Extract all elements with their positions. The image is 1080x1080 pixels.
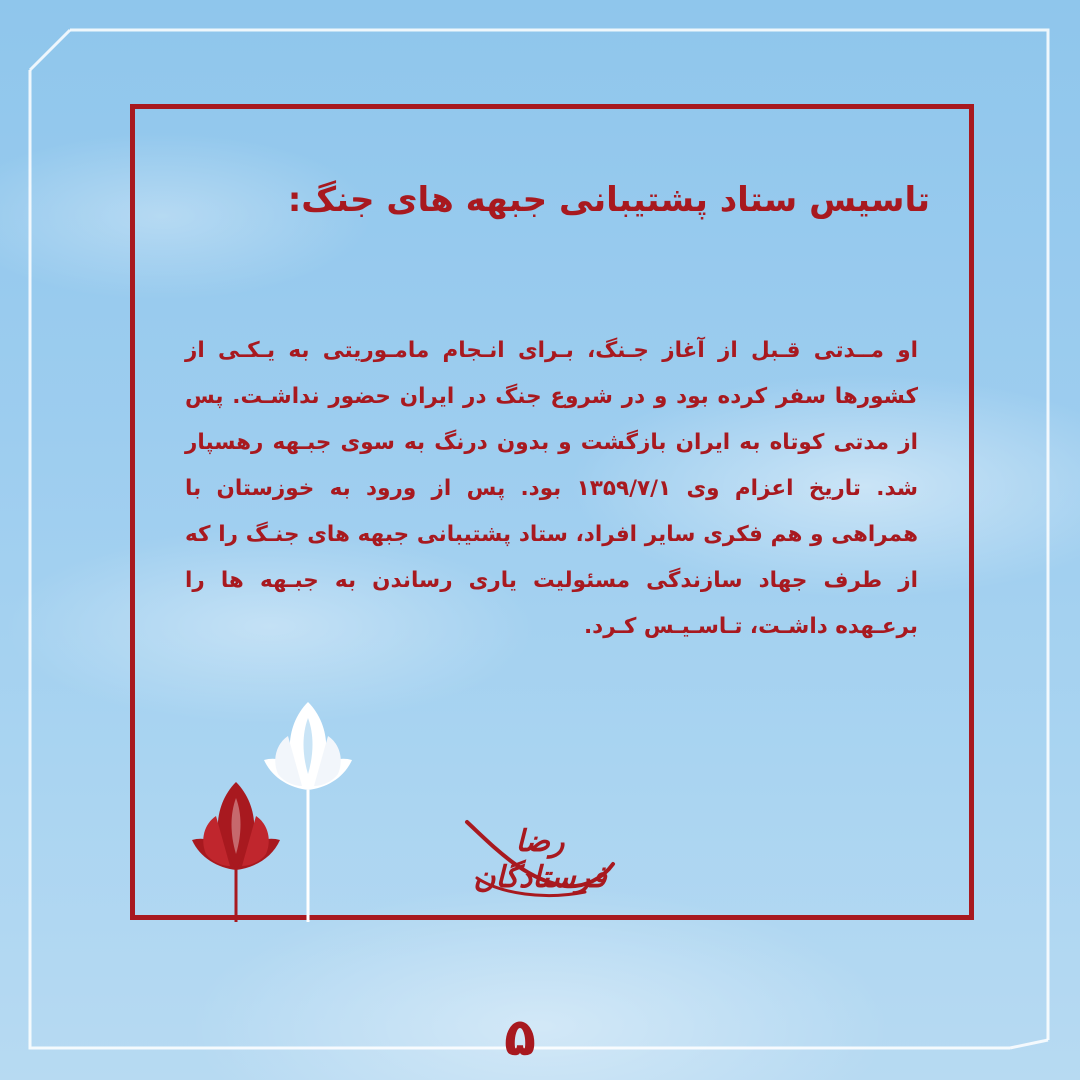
lotus-flower-icon	[264, 702, 352, 922]
logo-text: رضا فرستادگان	[473, 824, 607, 895]
post-body-text: او مــدتی قـبل از آغاز جـنگ، بـرای انـجام مامـوریتی به یـکـی از کشورها سفر کرده بود و در شروع جنگ در ایران حضور نداشـت. پس از مدتی کوتاه به ایران بازگشت و بدون درنگ به سوی جبـهه رهسپار شد. تاریخ اعزام وی ۱۳۵۹/۷/۱ بود. پس از ورود به خوزستان با همراهی و هم فکری سایر افراد، ستاد پشتیبانی جبهه های جنـگ را که از طرف جهاد سازندگی مسئولیت یاری رساندن به جبـهه ها را برعـهده داشـت، تـاسـیـس کـرد.	[185, 338, 919, 639]
author-logo	[455, 808, 625, 903]
lotus-flowers-decoration	[180, 690, 370, 922]
page-number: ۵	[504, 1008, 536, 1068]
post-heading: تاسیس ستاد پشتیبانی جبهه های جنگ:	[287, 180, 930, 220]
lotus-flower-icon	[192, 782, 280, 922]
